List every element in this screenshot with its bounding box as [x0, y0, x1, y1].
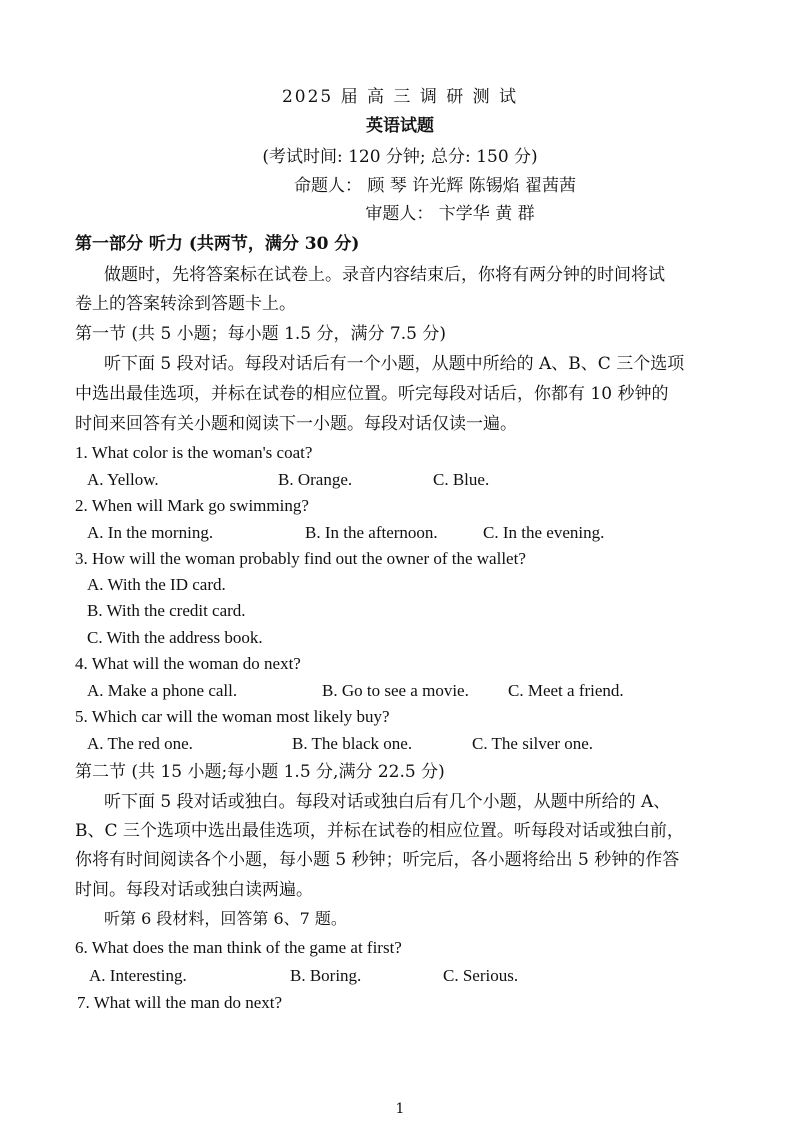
section2-instruction-line1: 听下面 5 段对话或独白。每段对话或独白后有几个小题，从题中所给的 A、: [104, 792, 671, 812]
question-5-option-a: A. The red one.: [87, 734, 193, 753]
question-2-option-a: A. In the morning.: [87, 523, 214, 542]
section2-instruction-line4: 时间。每段对话或独白读两遍。: [75, 880, 313, 900]
section2-instruction-line2: B、C 三个选项中选出最佳选项，并标在试卷的相应位置。听每段对话或独白前，: [75, 821, 684, 841]
setters-line: 命题人： 顾 琴 许光辉 陈锡焰 翟茜茜: [293, 176, 577, 196]
question-4-option-a: A. Make a phone call.: [87, 681, 238, 700]
question-3-option-b: B. With the credit card.: [87, 601, 246, 620]
part1-instruction-line1: 做题时，先将答案标在试卷上。录音内容结束后，你将有两分钟的时间将试: [104, 265, 665, 285]
question-5-stem: 5. Which car will the woman most likely buy?: [75, 707, 390, 726]
section1-instruction-line1: 听下面 5 段对话。每段对话后有一个小题，从题中所给的 A、B、C 三个选项: [104, 354, 685, 374]
question-5-option-c: C. The silver one.: [472, 734, 594, 753]
question-4-stem: 4. What will the woman do next?: [75, 654, 301, 673]
section2-instruction-line3: 你将有时间阅读各个小题，每小题 5 秒钟；听完后，各小题将给出 5 秒钟的作答: [75, 850, 680, 870]
section2-heading: 第二节 (共 15 小题;每小题 1.5 分,满分 22.5 分): [75, 762, 445, 782]
question-2-option-c: C. In the evening.: [483, 523, 605, 542]
question-7-stem: 7. What will the man do next?: [77, 993, 283, 1012]
question-1-option-b: B. Orange.: [278, 470, 353, 489]
question-6-option-c: C. Serious.: [443, 966, 519, 985]
question-1-option-c: C. Blue.: [433, 470, 490, 489]
question-1-option-a: A. Yellow.: [87, 470, 159, 489]
question-1-stem: 1. What color is the woman's coat?: [75, 443, 313, 462]
reviewers-line: 审题人： 卞学华 黄 群: [365, 204, 535, 224]
part1-instruction-line2: 卷上的答案转涂到答题卡上。: [75, 294, 296, 314]
question-4-option-c: C. Meet a friend.: [508, 681, 624, 700]
exam-title: 2025 届 高 三 调 研 测 试: [281, 87, 519, 107]
question-2-option-b: B. In the afternoon.: [305, 523, 438, 542]
section1-heading: 第一节 (共 5 小题；每小题 1.5 分，满分 7.5 分): [75, 324, 446, 344]
exam-info: (考试时间: 120 分钟; 总分: 150 分): [262, 147, 538, 167]
subject-title: 英语试题: [366, 116, 434, 136]
question-3-option-c: C. With the address book.: [87, 628, 263, 647]
question-6-option-b: B. Boring.: [290, 966, 362, 985]
question-2-stem: 2. When will Mark go swimming?: [75, 496, 309, 515]
question-5-option-b: B. The black one.: [292, 734, 413, 753]
question-3-stem: 3. How will the woman probably find out the owner of the wallet?: [75, 549, 526, 568]
part1-heading: 第一部分 听力 (共两节，满分 30 分): [75, 234, 360, 254]
question-3-option-a: A. With the ID card.: [87, 575, 226, 594]
question-6-option-a: A. Interesting.: [89, 966, 187, 985]
question-6-stem: 6. What does the man think of the game at first?: [75, 938, 402, 957]
material-6-prompt: 听第 6 段材料，回答第 6、7 题。: [104, 909, 347, 928]
section1-instruction-line2: 中选出最佳选项，并标在试卷的相应位置。听完每段对话后，你都有 10 秒钟的: [75, 384, 669, 404]
section1-instruction-line3: 时间来回答有关小题和阅读下一小题。每段对话仅读一遍。: [75, 414, 517, 434]
page-number: 1: [395, 1101, 405, 1117]
question-4-option-b: B. Go to see a movie.: [322, 681, 469, 700]
